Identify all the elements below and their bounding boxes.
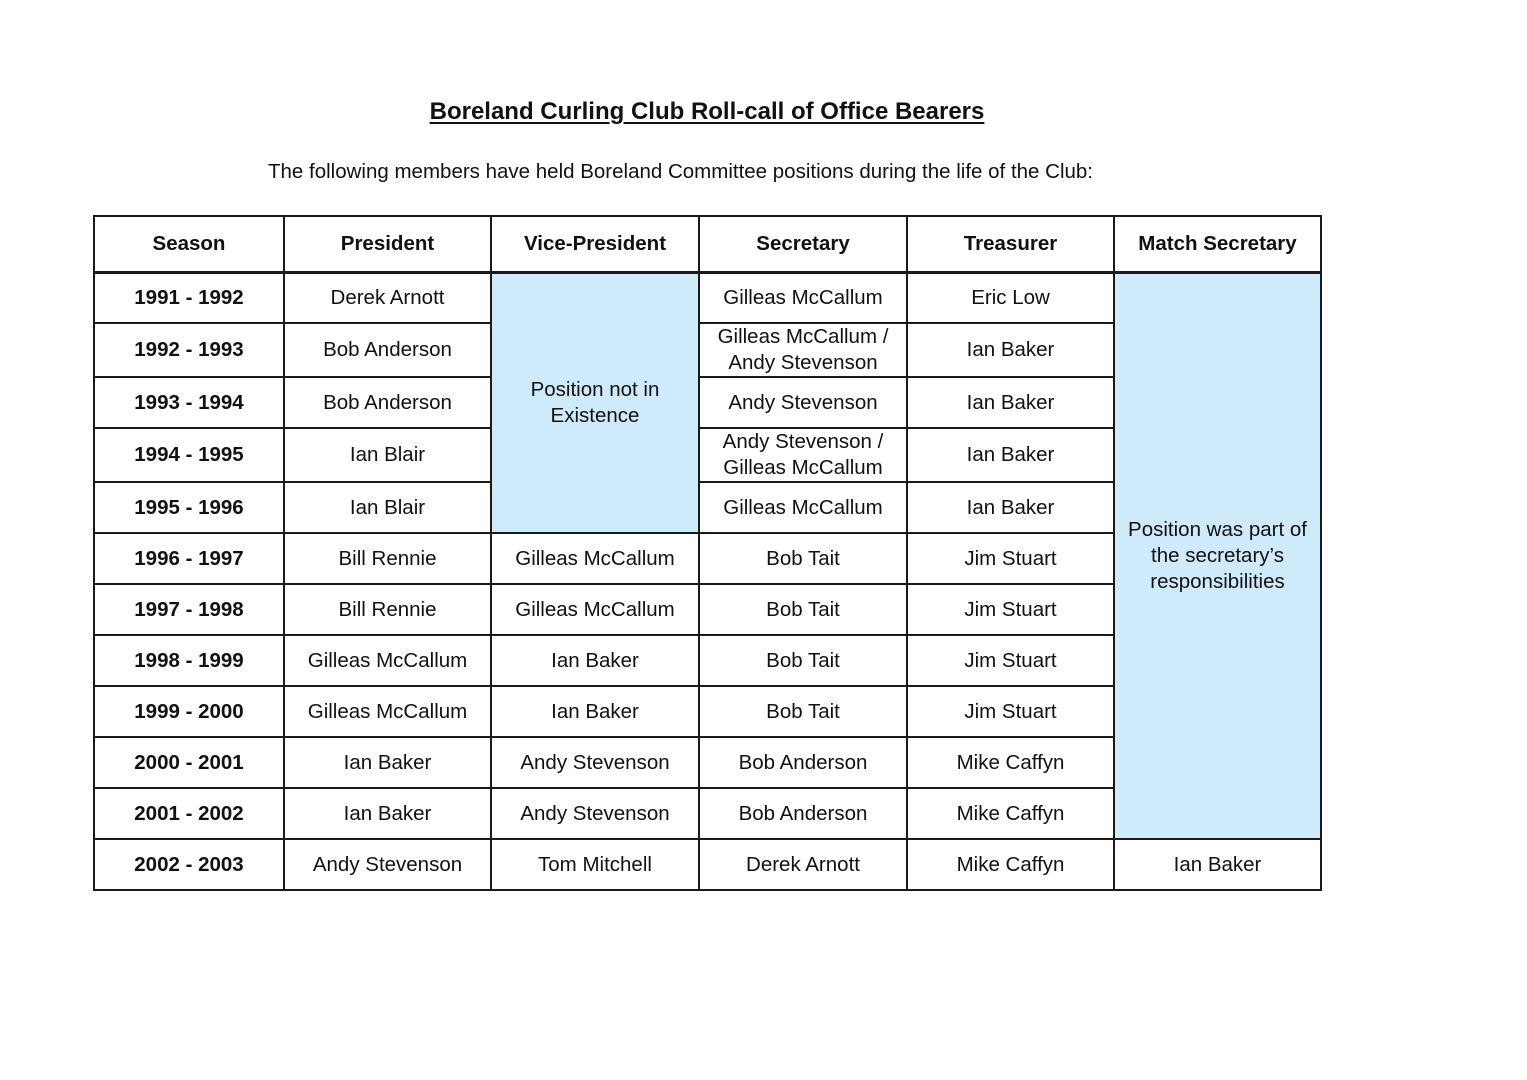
table-row [94, 839, 1321, 890]
season-cell: 2000 - 2001 [94, 737, 284, 788]
treasurer-cell: Jim Stuart [907, 584, 1114, 635]
match-secretary-note: Position was part of the secretary’s responsibilities [1114, 272, 1321, 839]
president-cell: Bill Rennie [284, 533, 491, 584]
president-cell: Ian Blair [284, 482, 491, 533]
intro-text: The following members have held Boreland Committee positions during the life of the Club: [268, 160, 1093, 183]
season-cell: 1992 - 1993 [94, 323, 284, 377]
treasurer-cell: Ian Baker [907, 323, 1114, 377]
secretary-cell: Bob Tait [699, 533, 907, 584]
header-treasurer: Treasurer [907, 216, 1114, 272]
season-cell: 2002 - 2003 [94, 839, 284, 890]
treasurer-cell: Jim Stuart [907, 686, 1114, 737]
president-cell: Ian Baker [284, 788, 491, 839]
season-cell: 1994 - 1995 [94, 428, 284, 482]
vice-president-cell: Andy Stevenson [491, 788, 699, 839]
secretary-cell: Gilleas McCallum [699, 482, 907, 533]
page-title: Boreland Curling Club Roll-call of Office Bearers [429, 98, 985, 125]
header-season: Season [94, 216, 284, 272]
president-cell: Ian Baker [284, 737, 491, 788]
vice-president-cell: Ian Baker [491, 686, 699, 737]
treasurer-cell: Jim Stuart [907, 635, 1114, 686]
vice-president-cell: Gilleas McCallum [491, 533, 699, 584]
season-cell: 1993 - 1994 [94, 377, 284, 428]
vice-president-cell: Tom Mitchell [491, 839, 699, 890]
vice-president-cell: Ian Baker [491, 635, 699, 686]
president-cell: Bob Anderson [284, 323, 491, 377]
secretary-cell: Bob Tait [699, 686, 907, 737]
secretary-cell: Derek Arnott [699, 839, 907, 890]
season-cell: 1991 - 1992 [94, 272, 284, 323]
secretary-cell: Gilleas McCallum [699, 272, 907, 323]
secretary-cell: Bob Tait [699, 635, 907, 686]
treasurer-cell: Jim Stuart [907, 533, 1114, 584]
match-secretary-cell: Ian Baker [1114, 839, 1321, 890]
president-cell: Bob Anderson [284, 377, 491, 428]
season-cell: 1998 - 1999 [94, 635, 284, 686]
treasurer-cell: Mike Caffyn [907, 839, 1114, 890]
header-president: President [284, 216, 491, 272]
secretary-cell: Gilleas McCallum / Andy Stevenson [699, 323, 907, 377]
treasurer-cell: Ian Baker [907, 377, 1114, 428]
secretary-cell: Andy Stevenson [699, 377, 907, 428]
table-row [94, 272, 1321, 323]
president-cell: Andy Stevenson [284, 839, 491, 890]
header-secretary: Secretary [699, 216, 907, 272]
secretary-cell: Bob Tait [699, 584, 907, 635]
season-cell: 1997 - 1998 [94, 584, 284, 635]
secretary-cell: Bob Anderson [699, 788, 907, 839]
treasurer-cell: Ian Baker [907, 482, 1114, 533]
president-cell: Gilleas McCallum [284, 686, 491, 737]
vice-president-not-in-existence: Position not in Existence [491, 272, 699, 533]
treasurer-cell: Ian Baker [907, 428, 1114, 482]
season-cell: 2001 - 2002 [94, 788, 284, 839]
header-row [94, 216, 1321, 272]
season-cell: 1999 - 2000 [94, 686, 284, 737]
vice-president-cell: Gilleas McCallum [491, 584, 699, 635]
season-cell: 1995 - 1996 [94, 482, 284, 533]
president-cell: Derek Arnott [284, 272, 491, 323]
president-cell: Gilleas McCallum [284, 635, 491, 686]
treasurer-cell: Mike Caffyn [907, 737, 1114, 788]
secretary-cell: Andy Stevenson / Gilleas McCallum [699, 428, 907, 482]
header-match-secretary: Match Secretary [1114, 216, 1321, 272]
season-cell: 1996 - 1997 [94, 533, 284, 584]
president-cell: Bill Rennie [284, 584, 491, 635]
treasurer-cell: Mike Caffyn [907, 788, 1114, 839]
secretary-cell: Bob Anderson [699, 737, 907, 788]
vice-president-cell: Andy Stevenson [491, 737, 699, 788]
president-cell: Ian Blair [284, 428, 491, 482]
header-vice-president: Vice-President [491, 216, 699, 272]
treasurer-cell: Eric Low [907, 272, 1114, 323]
office-bearers-table [93, 215, 1322, 891]
